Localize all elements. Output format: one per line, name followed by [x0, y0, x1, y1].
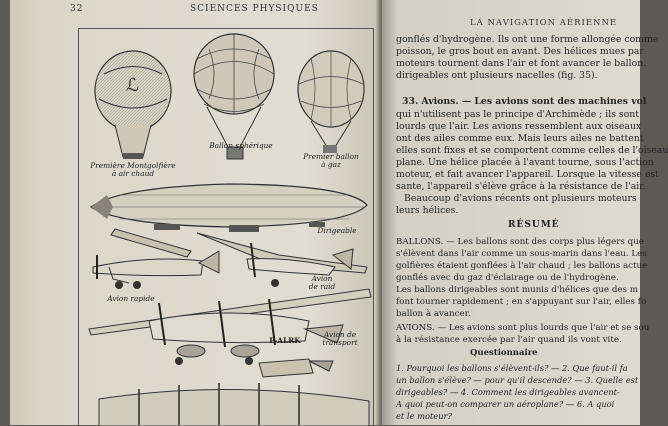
caption-dirigeable: Dirigeable [317, 226, 357, 235]
caption-premier-ballon-line2: à gaz [321, 160, 341, 169]
body-line: 33. Avions. — Les avions sont des machines vol [402, 96, 647, 107]
caption-avion-raid-line2: de raid [308, 282, 336, 291]
page-number: 32 [70, 4, 84, 14]
body-line: moteurs tournent dans l'air et font avancer le ballon. [396, 58, 647, 69]
question-line: un ballon s'élève? — pour qu'il descende? — 3. Quelle est [396, 375, 639, 385]
caption-avion-raid-line1: Avion [311, 274, 333, 283]
caption-premier-ballon-line1: Premier ballon [303, 152, 359, 161]
resume-line: s'élèvent dans l'air comme un sous-marin dans l'eau. Les [396, 249, 647, 259]
body-line: moteur, et fait avancer l'appareil. Lorsque la vitesse est [396, 169, 659, 180]
resume-line: à la résistance exercée par l'air quand ils vont vite. [396, 335, 622, 345]
resume-line: BALLONS. — Les ballons sont des corps plus légers que [396, 237, 644, 247]
body-line: dirigeables ont plusieurs nacelles (fig. 35). [396, 70, 598, 81]
body-line: gonflés d'hydrogène. Ils ont une forme allongée comme [396, 34, 659, 45]
illustration-plate [78, 28, 374, 426]
caption-premier-ballon [291, 153, 371, 169]
body-line: ont des ailes comme eux. Mais leurs ailes ne battent [396, 133, 644, 144]
resume-line: AVIONS. — Les avions sont plus lourds que l'air et se sou [396, 323, 650, 333]
body-line: Beaucoup d'avions récents ont plusieurs moteurs [404, 193, 637, 204]
svg-text:ℒ: ℒ [126, 75, 139, 96]
caption-ballon [195, 142, 287, 150]
resume-line: golfières étaient gonflées à l'air chaud ; les ballons actue [396, 261, 648, 271]
caption-montgolfiere-line2: à air chaud [111, 169, 155, 178]
questionnaire-title: Questionnaire [470, 348, 538, 358]
aircraft-registration: F-ALRK [269, 336, 301, 345]
body-line: qui n'utilisent pas le principe d'Archimède ; ils sont [396, 109, 640, 120]
flying-boat [99, 359, 369, 426]
resume-line: Les ballons dirigeables sont munis d'hélices que des m [396, 285, 638, 295]
resume-title: RÉSUMÉ [508, 220, 560, 230]
fast-biplane [93, 229, 219, 289]
caption-ballon-line1: Ballon [209, 141, 233, 150]
zeppelin-airship [91, 184, 367, 232]
body-line: leurs hélices. [396, 205, 459, 216]
caption-ballon-line2: sphérique [235, 141, 273, 150]
body-line: sante, l'appareil s'élève grâce à la résistance de l'air. [396, 181, 646, 192]
body-line: elles sont fixes et se comportent comme celles de l'oiseau [396, 145, 668, 156]
question-line: dirigeables? — 4. Comment les dirigeables avancent- [396, 387, 620, 397]
body-line: plane. Une hélice placée à l'avant tourne, sous l'action [396, 157, 654, 168]
body-line: poisson, le gros bout en avant. Des hélices mues par [396, 46, 644, 57]
question-line: A quoi peut-on comparer un aéroplane? — 6. A quoi [396, 399, 615, 409]
caption-avion-rapide: Avion rapide [107, 294, 155, 303]
question-line: 1. Pourquoi les ballons s'élèvent-ils? — 2. Que faut-il fa [396, 363, 628, 373]
left-running-title: SCIENCES PHYSIQUES [190, 4, 319, 14]
caption-avion-transport: Avion de transport [322, 330, 358, 347]
caption-montgolfiere [87, 162, 179, 178]
right-running-title: LA NAVIGATION AÉRIENNE [470, 18, 618, 28]
first-gas-balloon [298, 51, 364, 153]
resume-line: font tourner rapidement ; en s'appuyant sur l'air, elles fo [396, 297, 647, 307]
resume-line: gonflés avec du gaz d'éclairage ou de l'hydrogène. [396, 273, 619, 283]
montgolfiere-balloon [95, 51, 171, 159]
body-line: lourds que l'air. Les avions ressemblent aux oiseaux [396, 121, 642, 132]
resume-line: ballon à avancer. [396, 309, 471, 319]
question-line: et le moteur? [396, 411, 452, 421]
caption-montgolfiere-line1: Première Montgolfière [90, 161, 176, 170]
caption-avion-raid [297, 275, 347, 291]
